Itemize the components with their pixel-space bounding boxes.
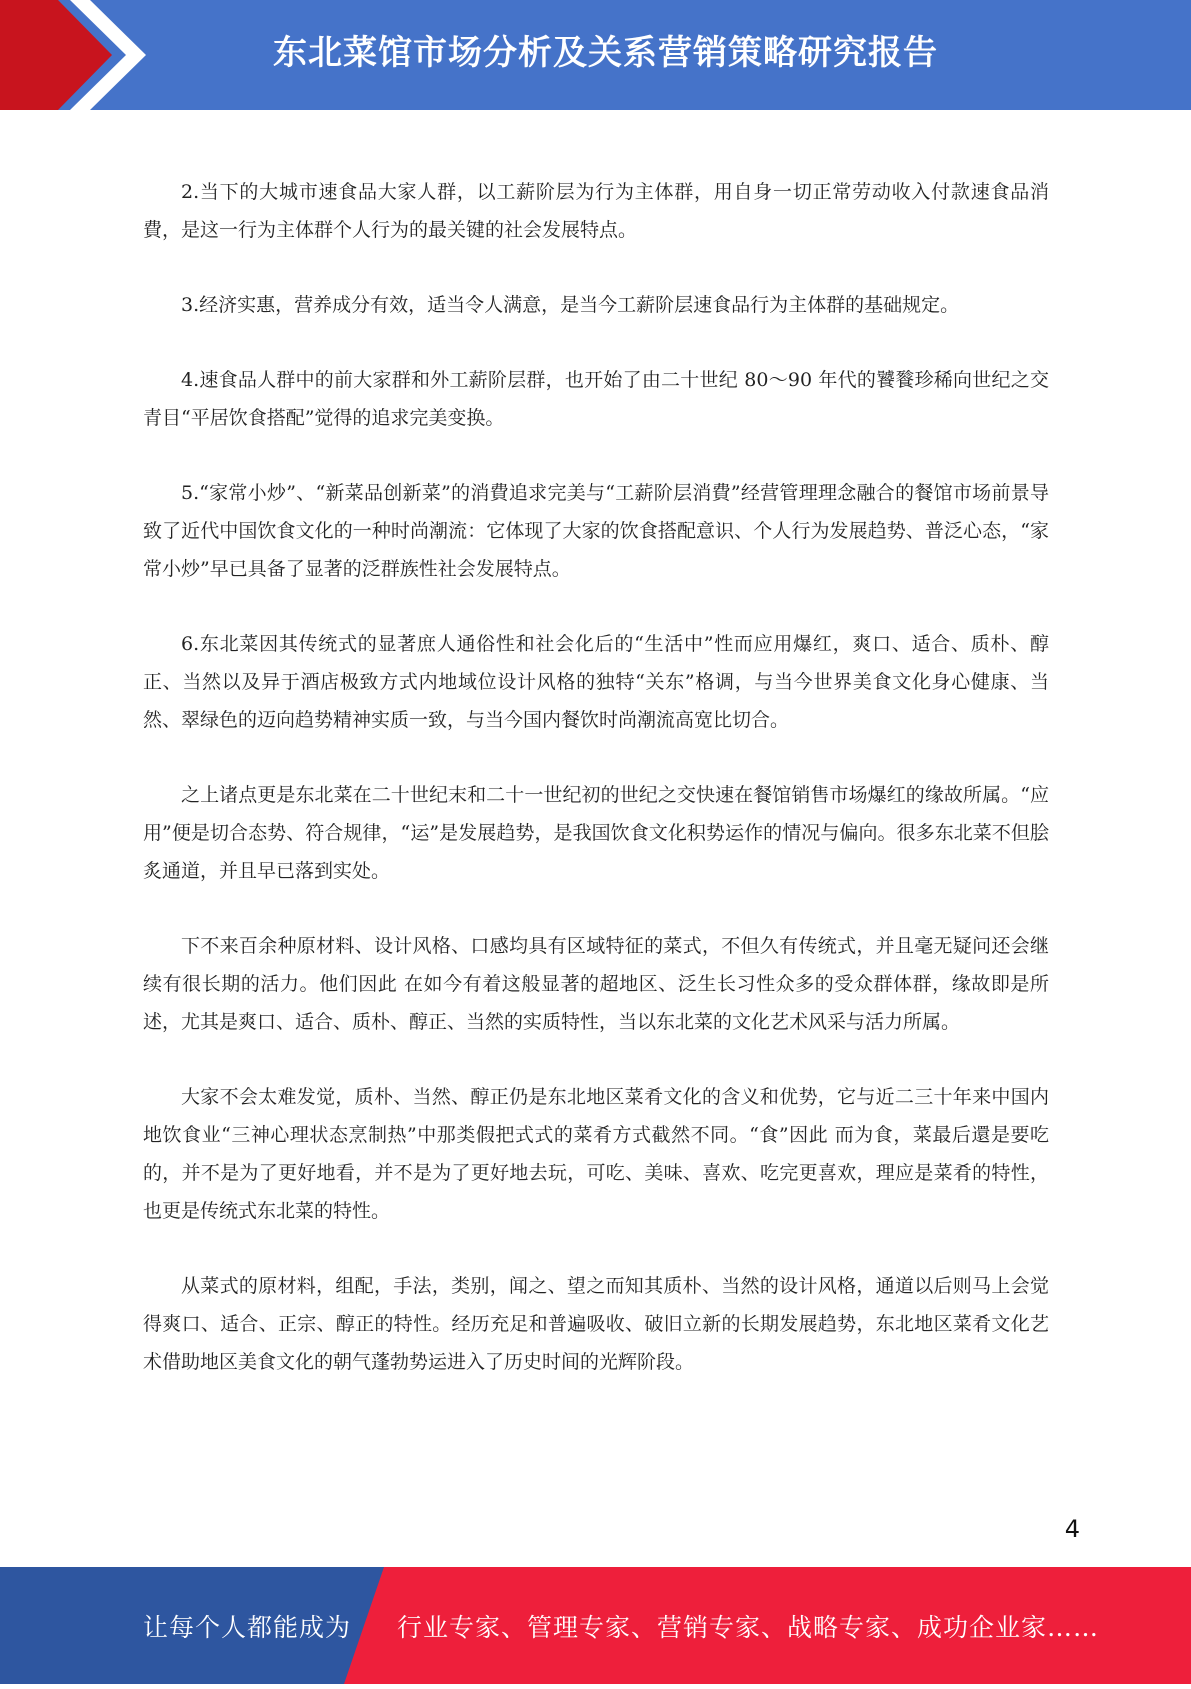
paragraph: 3.经济实惠，营养成分有效，适当令人满意，是当今工薪阶层速食品行为主体群的基础规定。 <box>181 294 960 316</box>
paragraph: 大家不会太难发觉，质朴、当然、醇正仍是东北地区菜肴文化的含义和优势，它与近二三十年来中国内地饮食业“三神心理状态烹制热”中那类假把式式的菜肴方式截然不同。“食”因此 而为食，菜最后還是要吃的，并不是为了更好地看，并不是为了更好地去玩，可吃、美味、喜欢、吃完更喜欢，理应是菜肴的特性，也更是传统式东北菜的特性。 <box>143 1086 1049 1222</box>
document-title: 东北菜馆市场分析及关系营销策略研究报告 <box>273 33 938 73</box>
paragraph: 6.东北菜因其传统式的显著庶人通俗性和社会化后的“生活中”性而应用爆红，爽口、适合、质朴、醇正、当然以及异于酒店极致方式内地域位设计风格的独特“关东”格调，与当今世界美食文化身心健康、当然、翠绿色的迈向趋势精神实质一致，与当今国内餐饮时尚潮流高宽比切合。 <box>143 633 1049 731</box>
paragraph: 下不来百余种原材料、设计风格、口感均具有区域特征的菜式，不但久有传统式，并且毫无疑问还会继续有很长期的活力。他们因此 在如今有着这般显著的超地区、泛生长习性众多的受众群体群，缘故即是所述，尤其是爽口、适合、质朴、醇正、当然的实质特性，当以东北菜的文化艺术风采与活力所属。 <box>143 935 1049 1033</box>
footer-band <box>0 1567 1191 1684</box>
footer-slogan-left: 让每个人都能成为 <box>143 1613 352 1642</box>
header-arrow-decoration <box>0 0 160 110</box>
footer-slogan-right: 行业专家、管理专家、营销专家、战略专家、成功企业家…… <box>397 1613 1100 1642</box>
header-band <box>0 0 1191 110</box>
paragraph: 从菜式的原材料，组配，手法，类别，闻之、望之而知其质朴、当然的设计风格，通道以后则马上会觉得爽口、适合、正宗、醇正的特性。经历充足和普遍吸收、破旧立新的长期发展趋势，东北地区菜肴文化艺术借助地区美食文化的朝气蓬勃势运进入了历史时间的光辉阶段。 <box>143 1275 1049 1373</box>
paragraph: 5.“家常小炒”、“新菜品创新菜”的消費追求完美与“工薪阶层消費”经营管理理念融合的餐馆市场前景导致了近代中国饮食文化的一种时尚潮流：它体现了大家的饮食搭配意识、个人行为发展趋势、普泛心态，“家常小炒”早已具备了显著的泛群族性社会发展特点。 <box>143 482 1049 580</box>
paragraph: 4.速食品人群中的前大家群和外工薪阶层群，也开始了由二十世纪 80～90 年代的饕餮珍稀向世纪之交青目“平居饮食搭配”觉得的追求完美变换。 <box>143 369 1049 429</box>
paragraph: 之上诸点更是东北菜在二十世纪末和二十一世纪初的世纪之交快速在餐馆销售市场爆红的缘故所属。“应用”便是切合态势、符合规律，“运”是发展趋势，是我国饮食文化积势运作的情况与偏向。很多东北菜不但脍炙通道，并且早已落到实处。 <box>143 784 1049 882</box>
document-body <box>143 173 1049 1418</box>
page-number: 4 <box>1064 1515 1080 1543</box>
paragraph: 2.当下的大城市速食品大家人群，以工薪阶层为行为主体群，用自身一切正常劳动收入付款速食品消費，是这一行为主体群个人行为的最关键的社会发展特点。 <box>143 181 1049 241</box>
